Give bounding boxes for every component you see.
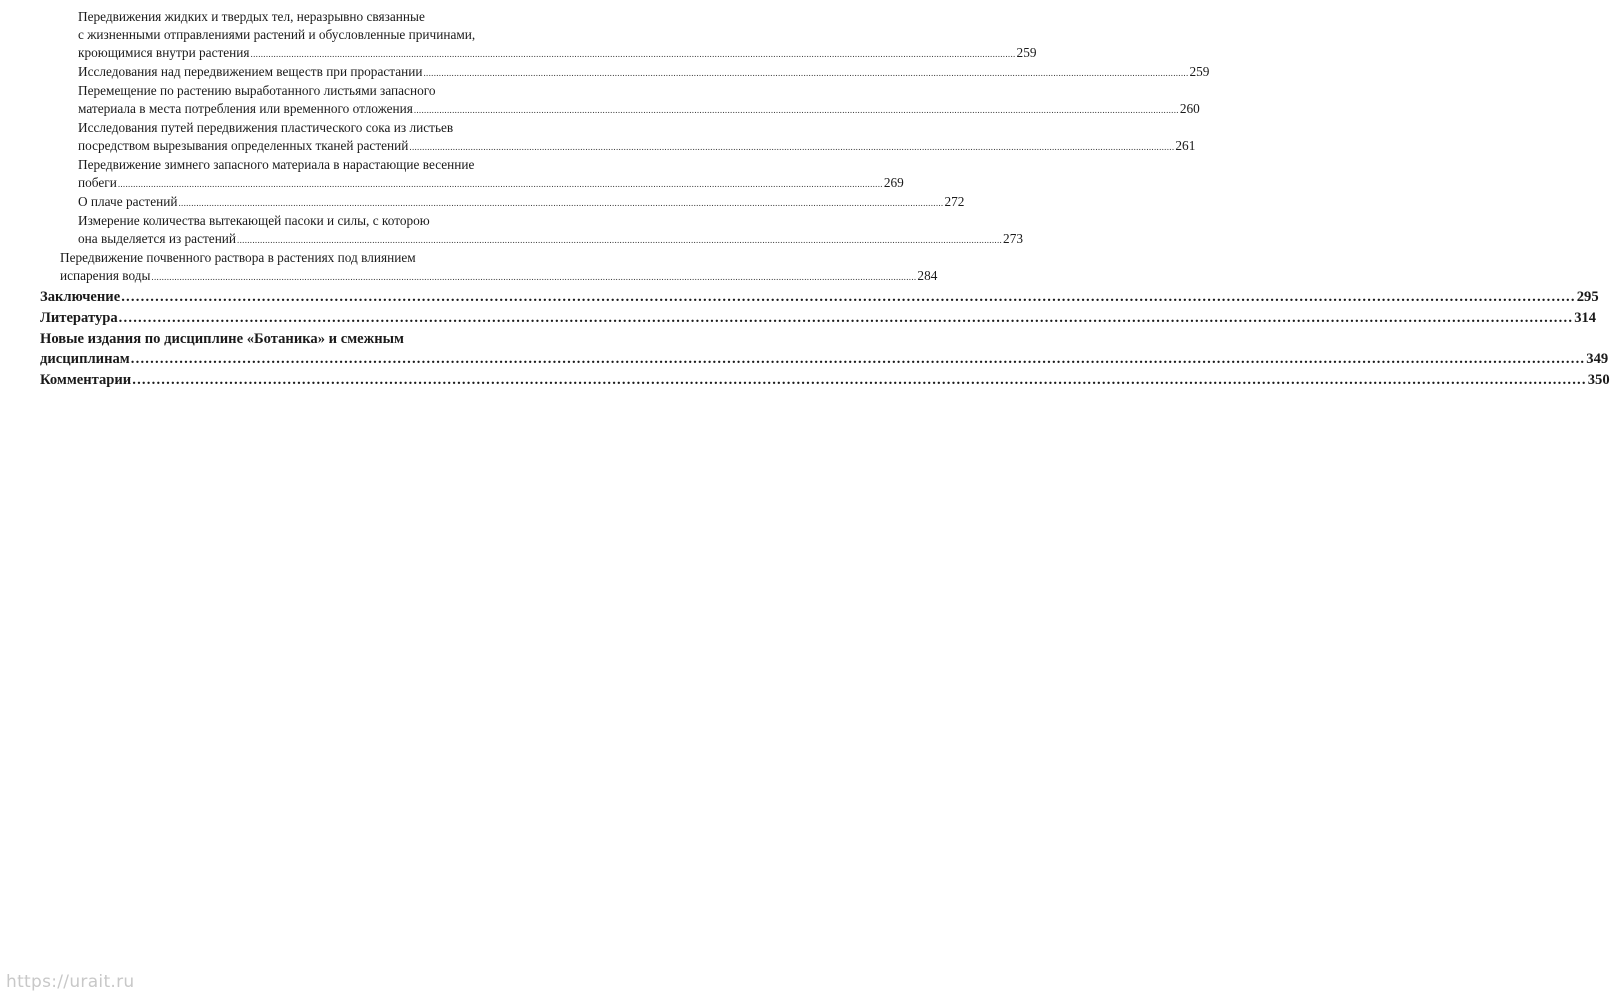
dot-leader: ............................................................................................................................................................................................................................................................................................................	[130, 351, 1586, 367]
dot-leader: ............................................................................................................................................................................................................................................................................................................	[409, 142, 1175, 152]
toc-page-number: 284	[917, 268, 938, 283]
toc-entry-line: Комментарии	[40, 372, 132, 388]
toc-entry-line: посредством вырезывания определенных тканей растений	[78, 138, 409, 153]
dot-leader: ............................................................................................................................................................................................................................................................................................................	[118, 310, 1574, 326]
toc-page-number: 259	[1016, 45, 1037, 60]
toc-entry-line: дисциплинам	[40, 351, 130, 367]
toc-entry-line: О плаче растений	[78, 194, 178, 209]
toc-entry[interactable]	[78, 8, 1037, 63]
dot-leader: ............................................................................................................................................................................................................................................................................................................	[178, 198, 944, 208]
dot-leader: ............................................................................................................................................................................................................................................................................................................	[121, 289, 1576, 305]
toc-entry-line: Передвижение почвенного раствора в растениях под влиянием	[60, 250, 416, 265]
toc-entry[interactable]	[40, 287, 1599, 307]
toc-entry-line: Новые издания по дисциплине «Ботаника» и смежным	[40, 331, 404, 347]
table-of-contents	[40, 8, 1610, 390]
toc-entry-line: испарения воды	[60, 268, 151, 283]
toc-page-number: 259	[1189, 64, 1210, 79]
toc-entry-line: Исследования над передвижением веществ при прорастании	[78, 64, 423, 79]
toc-page-number: 314	[1574, 310, 1597, 326]
toc-entry-line: кроющимися внутри растения	[78, 45, 250, 60]
toc-entry[interactable]	[60, 249, 938, 286]
dot-leader: ............................................................................................................................................................................................................................................................................................................	[237, 235, 1003, 245]
toc-entry-line: Исследования путей передвижения пластического сока из листьев	[78, 120, 454, 135]
toc-page-number: 273	[1003, 231, 1023, 246]
toc-entry-line: с жизненными отправлениями растений и обусловленные причинами,	[78, 27, 476, 42]
toc-entry[interactable]	[78, 119, 1196, 156]
toc-entry-line: материала в места потребления или временного отложения	[78, 101, 413, 116]
toc-entry-line: Заключение	[40, 289, 121, 305]
toc-page-number: 272	[944, 194, 965, 209]
toc-page-number: 295	[1576, 289, 1599, 305]
toc-entry-line: она выделяется из растений	[78, 231, 237, 246]
toc-page-number: 261	[1175, 138, 1196, 153]
toc-entry[interactable]	[78, 63, 1210, 82]
toc-page-number: 349	[1586, 351, 1609, 367]
dot-leader: ............................................................................................................................................................................................................................................................................................................	[132, 372, 1587, 388]
toc-entry[interactable]	[78, 82, 1200, 119]
toc-entry-line: побеги	[78, 175, 117, 190]
toc-entry[interactable]	[40, 370, 1610, 390]
toc-entry-line: Передвижения жидких и твердых тел, неразрывно связанные	[78, 9, 425, 24]
toc-page-number: 269	[883, 175, 904, 190]
toc-entry[interactable]	[40, 308, 1597, 328]
dot-leader: ............................................................................................................................................................................................................................................................................................................	[250, 49, 1016, 59]
dot-leader: ............................................................................................................................................................................................................................................................................................................	[413, 105, 1179, 115]
toc-entry[interactable]	[78, 156, 904, 193]
toc-page-number: 350	[1587, 372, 1610, 388]
dot-leader: ............................................................................................................................................................................................................................................................................................................	[151, 272, 917, 282]
toc-entry-line: Литература	[40, 310, 118, 326]
toc-entry[interactable]	[78, 212, 1023, 249]
toc-entry-line: Измерение количества вытекающей пасоки и силы, с которою	[78, 213, 430, 228]
toc-entry[interactable]	[78, 193, 965, 212]
toc-page-number: 260	[1179, 101, 1200, 116]
watermark-url: https://urait.ru	[6, 972, 135, 992]
toc-entry-line: Передвижение зимнего запасного материала в нарастающие весенние	[78, 157, 475, 172]
toc-entry[interactable]	[40, 329, 1609, 369]
dot-leader: ............................................................................................................................................................................................................................................................................................................	[423, 68, 1189, 78]
toc-entry-line: Перемещение по растению выработанного листьями запасного	[78, 83, 436, 98]
dot-leader: ............................................................................................................................................................................................................................................................................................................	[117, 179, 883, 189]
